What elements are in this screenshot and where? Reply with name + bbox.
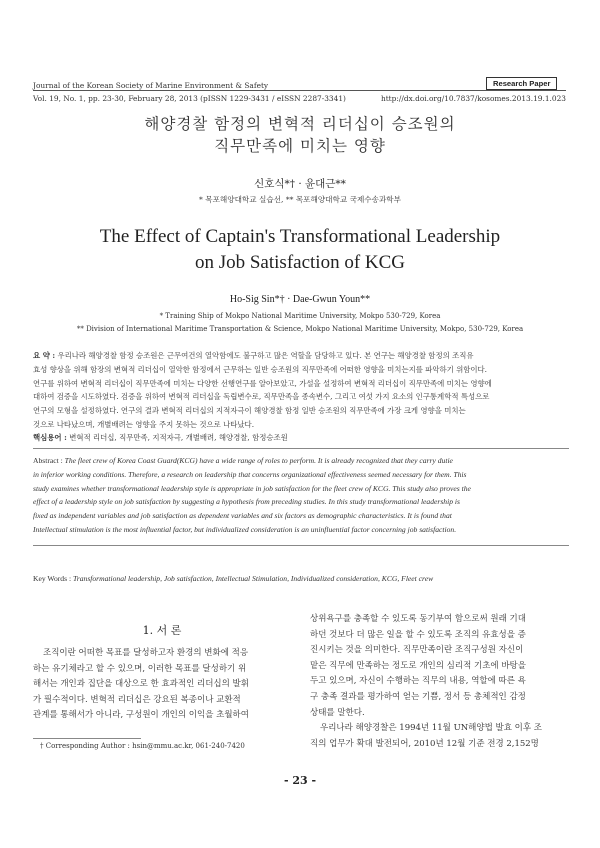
keywords-english: Key Words : Transformational leadership, Job satisfaction, Intellectual Stimulation, Individualized consideration, KCG, Fleet crew: [33, 574, 434, 583]
keywords-korean-label: 핵심용어 :: [33, 433, 67, 442]
title-korean-line1: 해양경찰 함정의 변혁적 리더십이 승조원의: [144, 115, 456, 133]
authors-english: Ho-Sig Sin*† · Dae-Gwun Youn**: [229, 294, 371, 305]
keywords-english-label: Key Words :: [33, 574, 72, 583]
research-paper-badge: Research Paper: [486, 77, 557, 90]
authors-korean: 신호식*† · 윤대근**: [254, 178, 346, 190]
right-column-body: 상위욕구를 충족할 수 있도록 동기부여 함으로써 원래 기대 하던 것보다 더 많은 일을 할 수 있도록 조직의 유효성을 증 진시키는 것을 의미한다. 직무만족이란 조직구성원 자신이 맡은 직무에 만족하는 정도로 개인의 심리적 기초에 바탕을 두고 있으며, 자신이 수행하는 직무의 내용, 역할에 따른 욕 구 충족 결과를 평가하여 얻는 기쁨, 정서 등 총체적인 감정 상태를 말한다. 우리나라 해양경찰은 1994년 11월 UN해양법 발효 이후 조 직의 업무가 확대 발전되어, 2010년 12월 기준 전경 2,152명: [310, 614, 542, 749]
affiliation-english-2: ** Division of International Maritime Transportation & Science, Mokpo National Maritime University, Mokpo, 530-729, Korea: [76, 325, 524, 333]
footnote-corresponding-author: † Corresponding Author : hsin@mmu.ac.kr, 061-240-7420: [40, 742, 245, 750]
section-heading: 1. 서 론: [142, 624, 182, 637]
abstract-english-label: Abstract :: [33, 456, 63, 465]
keywords-korean: 핵심용어 : 변혁적 리더십, 직무만족, 지적자극, 개별배려, 해양경찰, 함정승조원: [33, 433, 288, 442]
abstract-english: Abstract : The fleet crew of Korea Coast Guard(KCG) have a wide range of roles to perform. It is already recognized that they carry dutie in inferior working conditions. Therefore, a research on leadership that concerns organizational effectiveness seemed necessary for them. This study examines whether transformational leadership style is appropriate in job satisfaction for the fleet crew of KCG. This study also proves the effect of a leadership style on job satisfaction by suggesting a hypothesis from preceding studies. In this study transformational leadership is fixed as independent variables and job satisfaction as dependent variables and six factors as demographic characteristics. It is found that Intellectual stimulation is the most influential factor, but individualized consideration is an uninfluential factor concerning job satisfaction.: [33, 456, 471, 534]
title-korean-line2: 직무만족에 미치는 영향: [214, 137, 386, 155]
divider-2: [33, 545, 569, 546]
header-rule: [33, 90, 566, 91]
affiliations-korean: * 목포해양대학교 실습선, ** 목포해양대학교 국제수송과학부: [199, 195, 401, 204]
abstract-korean: 요 약 : 우리나라 해양경찰 함정 승조원은 근무여건의 열악함에도 불구하고 많은 역할을 담당하고 있다. 본 연구는 해양경찰 함정의 조직유 효성 향상을 위해 함장의 변혁적 리더십이 열악한 함정에서 근무하는 일반 승조원의 직무만족에 어떠한 영향을 미치는지를 파악하기 위함이다. 연구를 위하여 변혁적 리더십이 직무만족에 미치는 다양한 선행연구를 알아보았고, 가설을 설정하여 변혁적 리더십이 직무만족에 미치는 영향에 대하여 검증을 시도하였다. 검증을 위하여 변혁적 리더십을 독립변수로, 직무만족을 종속변수, 그리고 여섯 가지 요소의 인구통계학적 특성으로 연구의 모형을 설정하였다. 연구의 결과 변혁적 리더십의 지적자극이 해양경찰 함정 일반 승조원의 직무만족에 가장 크게 영향을 미치는 것으로 나타났으며, 개별배려는 영향을 주지 못하는 것으로 나타났다.: [33, 351, 492, 429]
title-english-line2: on Job Satisfaction of KCG: [194, 252, 406, 273]
abstract-korean-label: 요 약 :: [33, 351, 56, 360]
title-english-line1: The Effect of Captain's Transformational Leadership: [99, 226, 501, 247]
journal-name: Journal of the Korean Society of Marine Environment & Safety: [33, 81, 269, 90]
doi-link[interactable]: http://dx.doi.org/10.7837/kosomes.2013.19.1.023: [380, 94, 566, 103]
volume-info: Vol. 19, No. 1, pp. 23-30, February 28, 2013 (pISSN 1229-3431 / eISSN 2287-3341): [33, 94, 346, 103]
page-number: - 23 -: [283, 774, 317, 787]
left-column-body: 조직이란 어떠한 목표를 달성하고자 환경의 변화에 적응 하는 유기체라고 할 수 있으며, 이러한 목표를 달성하기 위 해서는 개인과 집단을 대상으로 한 효과적인 리더십의 발휘 가 필수적이다. 변혁적 리더십은 강요된 복종이나 교환적 관계를 통해서가 아니라, 구성원이 개인의 이익을 초월하여: [33, 648, 249, 721]
footnote-rule: [33, 738, 141, 739]
affiliation-english-1: * Training Ship of Mokpo National Maritime University, Mokpo 530-729, Korea: [159, 312, 441, 320]
divider: [33, 448, 569, 449]
